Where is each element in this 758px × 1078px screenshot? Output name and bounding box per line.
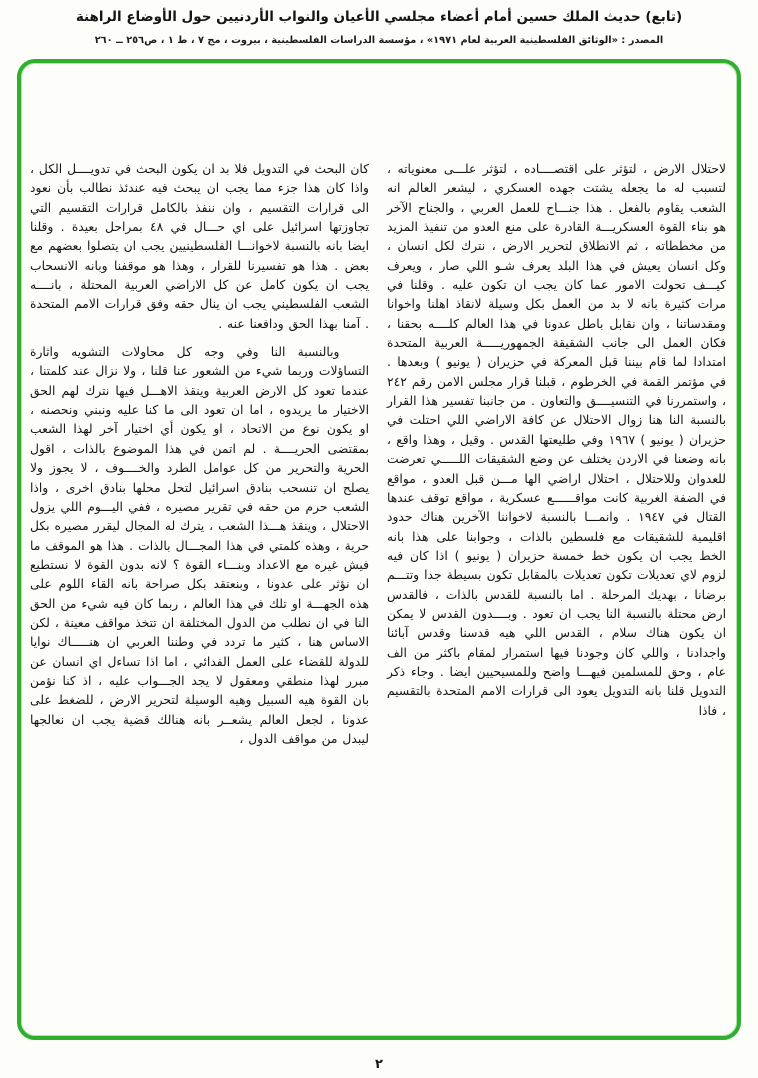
page-number: ٢ [375,1057,383,1072]
text-columns [30,160,726,749]
source-citation: المصدر : «الوثائق الفلسطينية العربية لعام ١٩٧١» ، مؤسسة الدراسات الفلسطينية ، بيروت ، مج ٧ ، ط ١ ، ص٢٥٦ ــ ٢٦٠ [94,35,664,46]
paragraph: لاحتلال الارض ، لتؤثر على اقتصــــاده ، لتؤثر علـــى معنوياته ، لتسبب له ما يجعله يشتت جهده العسكري ، ليشعر العالم انه الشعب يقاوم بالفعل . هذا جنـــاح للعمل العربي ، والجناح الآخر هو بناء القوة العسكريـــة القادرة على منع العدو من تنفيذ المزيد من مخططاته ، ثم الانطلاق لتحرير الارض ، نترك لكل انسان ، وكل انسان يعيش في هذا البلد يعرف شـو اللي صار ، ويعرف كيـــف تحولت الامور عما كان يجب ان تكون عليه . وقلنا في مرات كثيرة بانه لا بد من العمل بكل وسيلة لانقاذ اهلنا واخوانا ومقدساتنا ، وان نقابل باطل عدونا في هذا العالم كلــــه بحقنا ، فكان العمل الى جانب الشقيقة الجمهوريـــــة العربية المتحدة امتدادا لما قام بيننا قبل المعركة في حزيران ( يونيو ) وبعدها . في مؤتمر القمة في الخرطوم ، قبلنا قرار مجلس الامن رقم ٢٤٢ ، واستمررنا في التنسيــــق والتعاون . من جانبنا تفسير هذا القرار بالنسبة النا هنا زوال الاحتلال عن كافة الاراضي اللي احتلت في حزيران ( يونيو ) ١٩٦٧ وفي طليعتها القدس . وقيل ، وهذا واقع ، بانه وضعنا في الاردن يختلف عن وضع الشقيقات اللـــــي تعرضت للعدوان وللاحتلال ، احتلال اراضي الها مـــن قبل العدو ، مواقع في الضفة الغربية كانت مواقــــــع عسكرية ، مواقع توقف عندها القتال في ١٩٤٧ . وانمـــا بالنسبة لاخواننا الآخرين هناك حدود اقليمية للشقيقات مع فلسطين بالذات ، وجوابنا على هذا بانه الخط يجب ان يكون خط خمسة حزيران ( يونيو ) اذا كان فيه لزوم لاي تعديلات تكون تعديلات بالمقابل تكون بسيطة جدا وتتـــم برضانا ، بهديك المرحلة . اما بالنسبة للقدس بالذات ، فالقدس ارض محتلة بالنسبة النا يجب ان تعود . وبــــدون القدس لا يمكن ان يكون هناك سلام ، القدس اللي هيه قدسنا وقدس آبائنا واجدادنا ، واللي كان وجودنا فيها استمرار لمقام باكثر من الف عام ، وحق للمسلمين فيهـــا واضح وللمسيحيين ايضا . وجاء ذكر التدويل قلنا بانه التدويل يعود الى قرارات الامم المتحدة بالتقسيم ، فاذا [387,162,726,718]
page-header [20,8,738,46]
left-text-column [30,160,369,749]
paragraph: كان البحث في التدويل فلا بد ان يكون البحث في تدويــــل الكل ، واذا كان هذا جزء مما يجب ان يبحث فيه عندئذ نطالب بأن نعود الى قرارات التقسيم ، وان ننفذ بالكامل قرارات التقسيم التي تجاوزتها اسرائيل على اي حـــال في ٤٨ بمراحل بعيدة . وقلنا ايضا بانه بالنسبة لاخوانـــا الفلسطينيين يجب ان يتصلوا بعضهم مع بعض . هذا هو تفسيرنا للقرار ، وهذا هو موقفنا وبانه الانسحاب يجب ان يكون كامل عن كل الاراضي العربية المحتلة ، بانــــه الشعب الفلسطيني يجب ان ينال حقه وفق قرارات الامم المتحدة . آمنا بهذا الحق ودافعنا عنه . [30,162,370,331]
paragraph: وبالنسبة النا وفي وجه كل محاولات التشويه واثارة التساؤلات وربما شيء من الشعور عنا قلنا ، ولا نزال عند كلمتنا ، عندما تعود كل الارض العربية وينقذ الاهـــل فيها نترك لهم الحق الاختيار ما يريدوه ، اما ان تعود الى ما كنا عليه ونبني ونحصنه ، او يكون نوع من الاتحاد ، او يكون أي اختيار آخر لهذا الشعب بمقتضى الحريــــة . لم اتمن في هذا الموضوع بالذات ، اقول الحرية والتحرير من كل عوامل الطرد والخــــوف ، لا يجوز ولا يصلح ان تنسحب بنادق اسرائيل لتحل محلها بنادق اخرى ، واذا الشعب حرم من حقه في تقرير مصيره ، ففي اليـــوم اللي يزول الاحتلال ، وينقذ هـــذا الشعب ، يترك له المجال ليقرر مصيره بكل حرية ، وهذه كلمتي في هذا المجـــال بالذات . هذا هو الموقف ما فيش غيره مع الاعداد وبنـــاء القوة ؟ لانه بدون القوة لا نستطيع ان نؤثر على عدونا ، وبنعتقد بكل صراحة بانه القاء اللوم على هذه الجهـــة او تلك في هذا العالم ، ربما كان فيه شيء من الحق النا في ان نطلب من الدول المختلفة ان تتخذ مواقف معينة ، لكن الاساس هنا ، كثير ما تردد في وطننا العربي ان هنـــــاك نوايا للدولة للقضاء على العمل الفدائي ، اما اذا تساءل اي انسان عن مبرر لهذا منطقي ومعقول لا يجد الجـــواب عليه ، اذ كنا نؤمن بان القوة هيه السبيل وهيه الوسيلة لتحرير الارض ، للضغط على عدونا ، لجعل العالم يشعــر بانه هنالك قضية يجب ان نعالجها ليبدل من مواقف الدول ، [30,345,369,746]
document-title: (تابع) حديث الملك حسين أمام أعضاء مجلسي الأعيان والنواب الأردنيين حول الأوضاع الراهنة [75,9,683,25]
right-text-column [387,160,726,749]
